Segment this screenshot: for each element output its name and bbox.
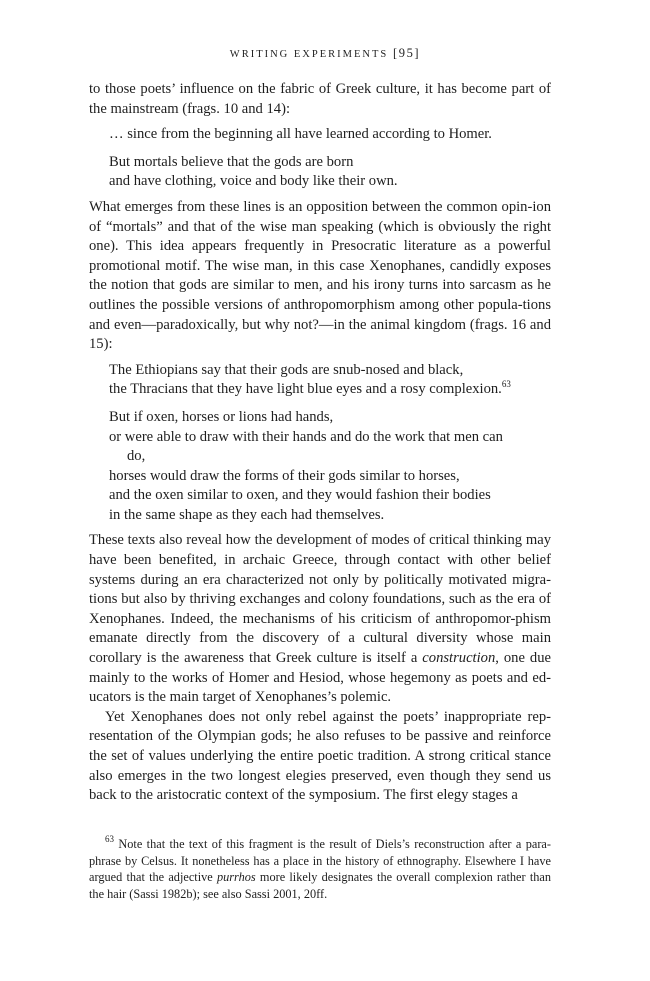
footnote-emphasis: purrhos xyxy=(216,870,256,885)
verse-line: … since from the beginning all have learned according to Homer. xyxy=(109,126,492,143)
footnote xyxy=(89,836,551,902)
verse-line: The Ethiopians say that their gods are snub-nosed and black, xyxy=(109,361,464,378)
verse-line-text: the Thracians that they have light blue eyes and a rosy complexion. xyxy=(109,381,502,398)
page-number: [95] xyxy=(392,46,421,60)
block-quote-2 xyxy=(109,361,551,526)
quote-stanza xyxy=(109,125,551,145)
verse-line: or were able to draw with their hands and do the work that men can xyxy=(109,428,503,445)
verse-line: and the oxen similar to oxen, and they would fashion their bodies xyxy=(109,487,491,504)
footnote-63 xyxy=(89,836,551,902)
footnote-reference[interactable]: 63 xyxy=(501,379,511,390)
paragraph-3-text: These texts also reveal how the development of modes of critical thinking may have been benefited, in archaic Greece, through contact with other belief systems during an era characterized not only by politically motivated migra-tions but also by thriving exchanges and colony foundations, such as the era of Xenophanes. Indeed, the mechanisms of his criticism of anthropomor-phism emanate directly from the discovery of a cultural diversity whose main corollary is the awareness that Greek culture is itself a xyxy=(89,532,551,667)
emphasis-construction: construction xyxy=(422,650,496,667)
verse-line: But if oxen, horses or lions had hands, xyxy=(109,408,334,425)
body-text xyxy=(89,80,551,806)
verse-line: horses would draw the forms of their gods similar to horses, xyxy=(109,467,460,484)
quote-stanza xyxy=(109,361,551,400)
paragraph-3 xyxy=(89,531,551,707)
quote-stanza xyxy=(109,153,551,192)
footnote-text: Note that the text of this fragment is the result of Diels’s reconstruction after a para-phrase by Celsus. It nonetheless has a place in the history of ethnography. Elsewhere I have argued that the adjective xyxy=(89,837,551,885)
paragraph-1: to those poets’ influence on the fabric of Greek culture, it has become part of the mainstream (frags. 10 and 14): xyxy=(89,81,551,117)
paragraph-2: What emerges from these lines is an opposition between the common opin-ion of “mortals” and that of the wise man speaking (which is obviously the right one). This idea appears frequently in Presocratic literature as a powerful promotional motif. The wise man, in this case Xenophanes, candidly exposes the notion that gods are similar to men, and his irony turns into sarcasm as he outlines the possible versions of anthropomorphism among other popula-tions and even—paradoxically, but why not?—in the animal kingdom (frags. 16 and 15): xyxy=(89,198,551,353)
paragraph-4: Yet Xenophanes does not only rebel against the poets’ inappropriate rep-resentation of the Olympian gods; he also refuses to be passive and reinforce the set of values underlying the entire poetic tradition. A strong critical stance also emerges in the two longest elegies preserved, even though they send us back to the aristocratic context of the symposium. The first elegy stages a xyxy=(89,708,551,804)
paragraph-3-text-end: , one due mainly to the works of Homer and Hesiod, whose hegemony as poets and ed-ucators is the main target of Xenophanes’s polemic. xyxy=(89,650,551,706)
block-quote-1 xyxy=(109,125,551,192)
verse-line: But mortals believe that the gods are born xyxy=(109,153,354,170)
footnote-text-end: more likely designates the overall complexion rather than the hair (Sassi 1982b); see also Sassi 2001, 20ff. xyxy=(89,870,551,901)
quote-stanza xyxy=(109,408,551,526)
running-head-title: WRITING EXPERIMENTS xyxy=(229,49,389,60)
verse-line xyxy=(109,380,551,400)
verse-line: in the same shape as they each had themselves. xyxy=(109,506,385,523)
footnote-number: 63 xyxy=(105,834,114,844)
running-head xyxy=(0,46,650,61)
verse-line: and have clothing, voice and body like their own. xyxy=(109,173,398,190)
verse-line-continuation: do, xyxy=(127,448,146,465)
